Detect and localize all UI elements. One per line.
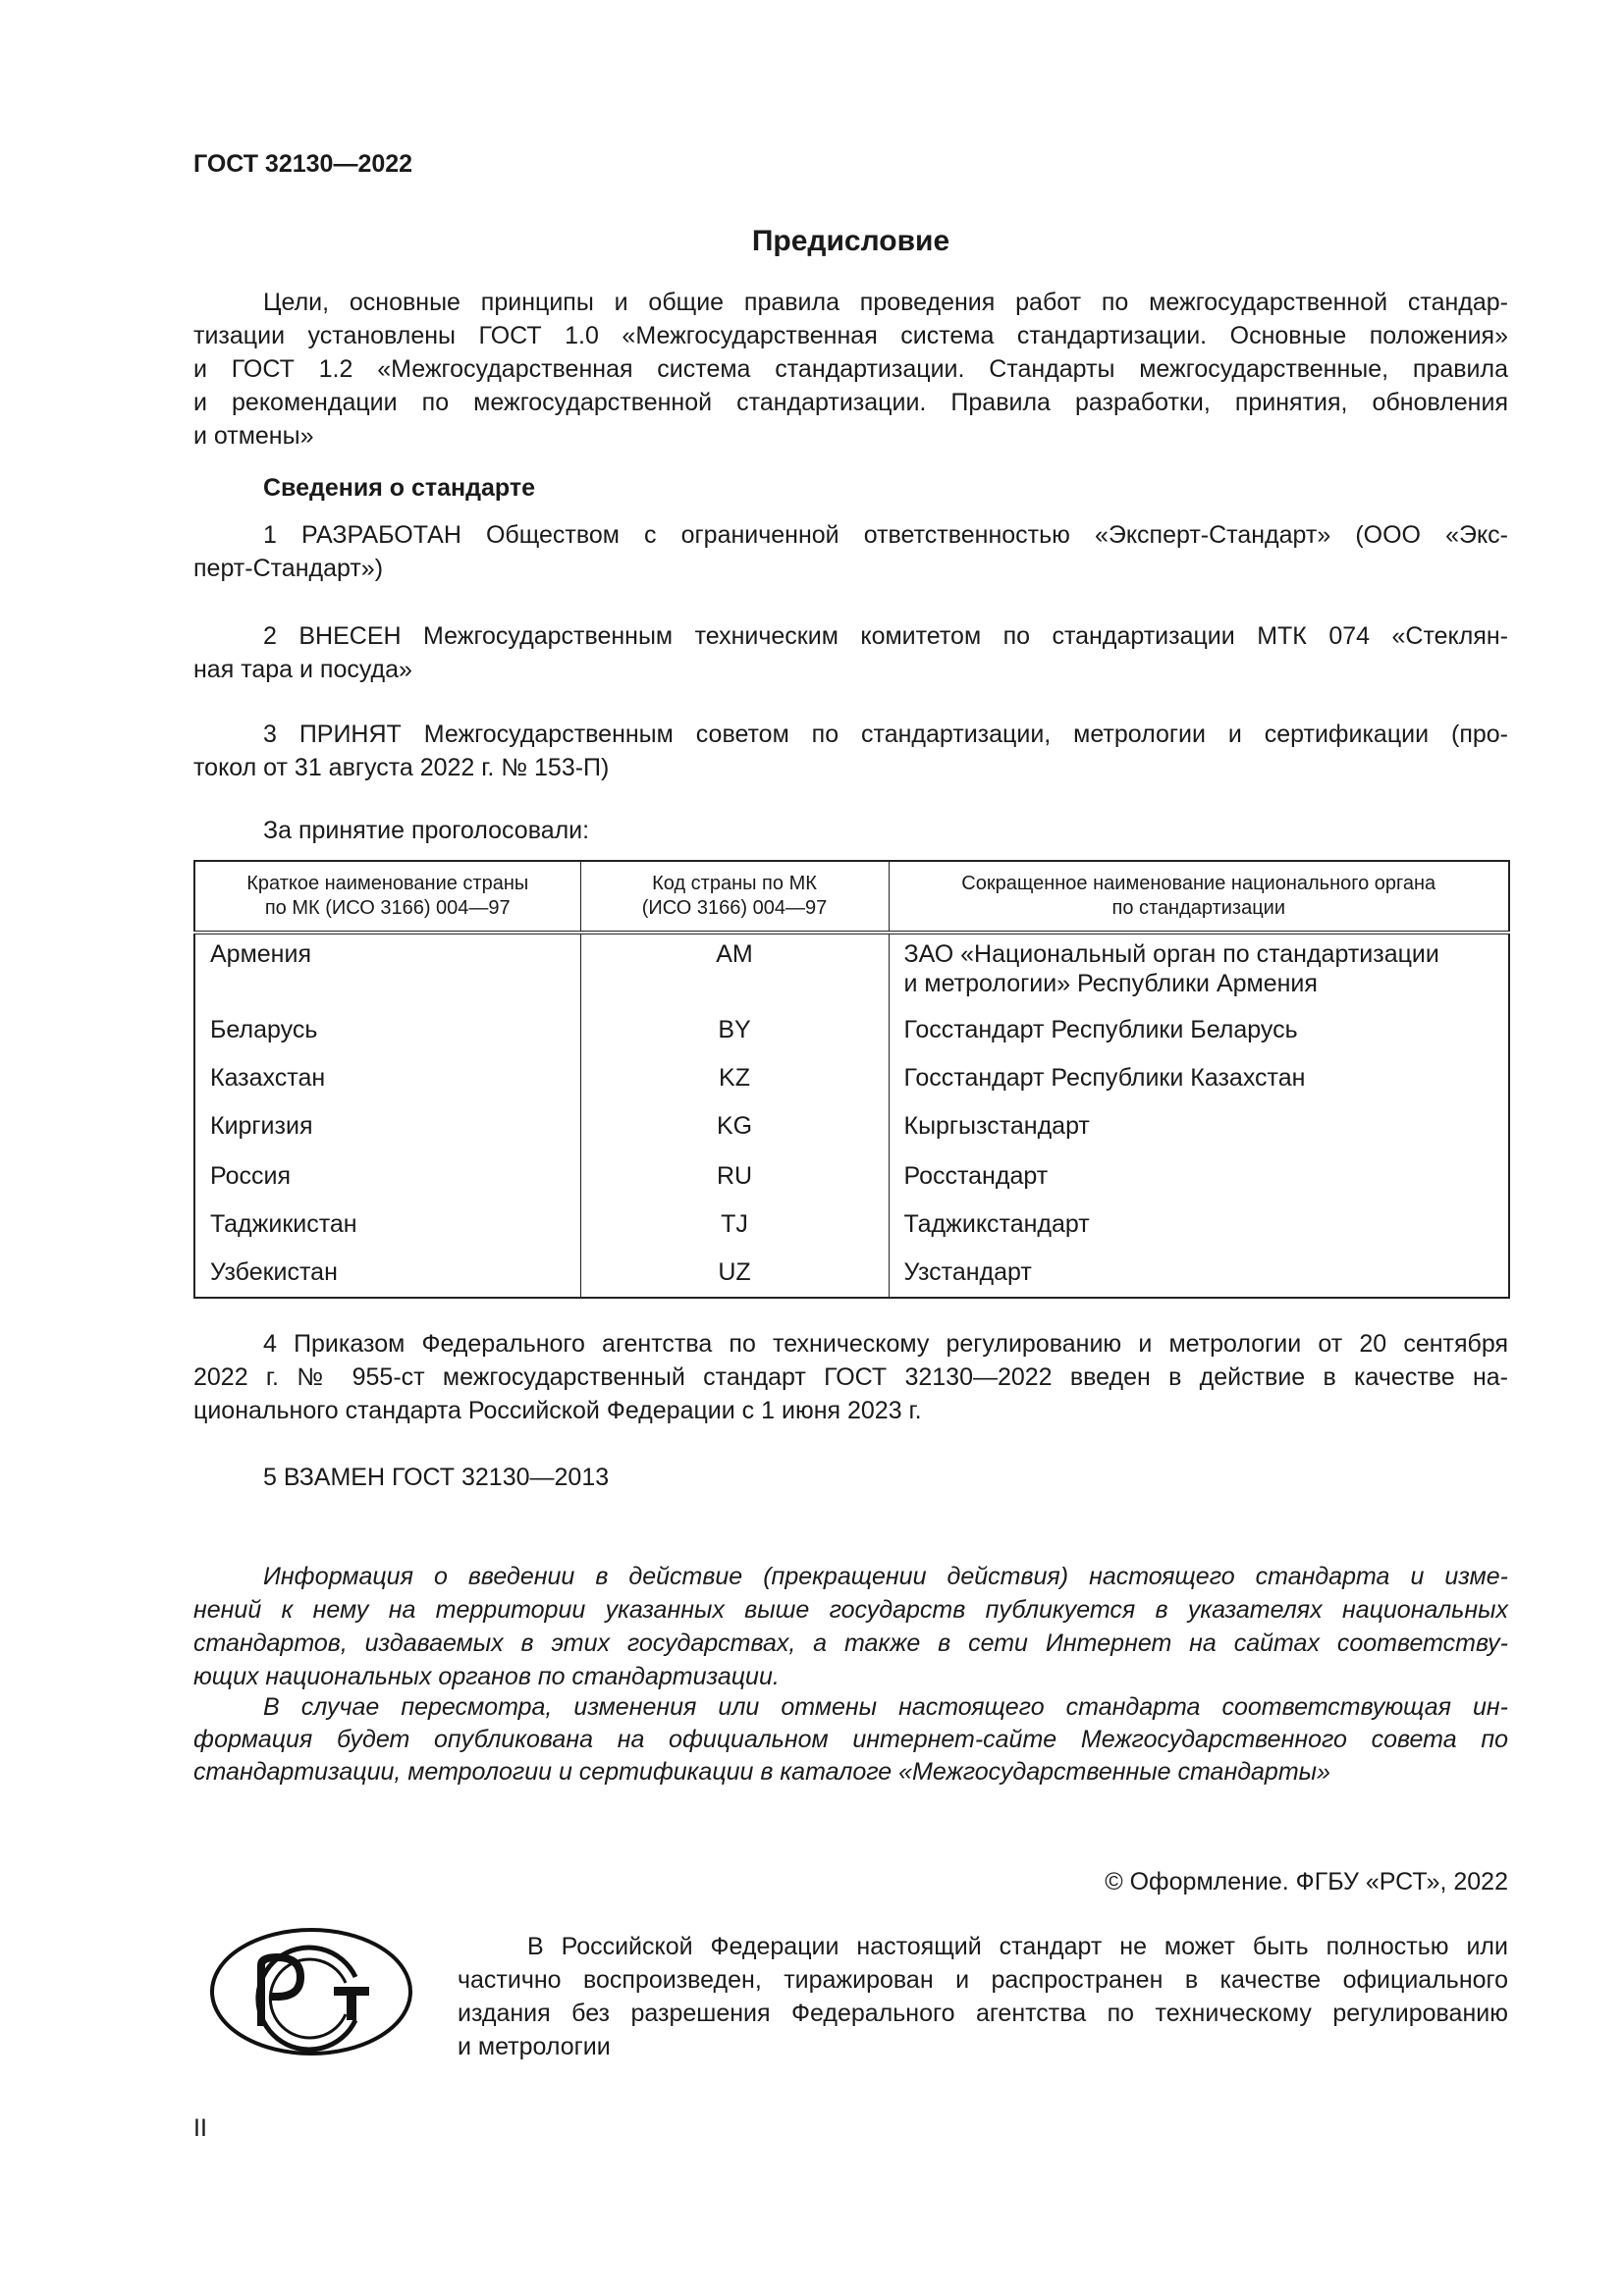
section-heading: Сведения о стандарте — [263, 474, 536, 502]
table-row — [194, 933, 1509, 1010]
voting-table — [193, 860, 1510, 1299]
cell-line: ЗАО «Национальный орган по стандартизации — [903, 940, 1439, 968]
item-introduced — [193, 619, 1508, 686]
text-line: и рекомендации по межгосударственной стандартизации. Правила разработки, принятия, обновления — [193, 389, 1508, 416]
text-line: перт-Стандарт») — [193, 555, 384, 582]
table-row — [194, 1010, 1509, 1058]
table-row — [194, 1253, 1509, 1298]
country-cell: Армения — [194, 933, 580, 1010]
code-cell: UZ — [580, 1253, 889, 1298]
code-cell: KG — [580, 1106, 889, 1156]
rights-notice — [458, 1930, 1508, 2063]
text-line: и ГОСТ 1.2 «Межгосударственная система стандартизации. Стандарты межгосударственные, правила — [193, 355, 1508, 383]
text-line: стандартов, издаваемых в этих государствах, а также в сети Интернет на сайтах соответству- — [193, 1629, 1508, 1657]
text-line: ющих национальных органов по стандартизации. — [193, 1663, 780, 1690]
table-header-row — [194, 861, 1509, 933]
text-line: Информация о введении в действие (прекращении действия) настоящего стандарта и изме- — [263, 1563, 1508, 1590]
notice-paragraph — [193, 1560, 1508, 1693]
header-line: (ИСО 3166) 004—97 — [641, 897, 828, 919]
rst-logo-icon — [208, 1926, 414, 2057]
item-developed — [193, 518, 1508, 585]
item-enacted — [193, 1327, 1508, 1427]
page-title: Предисловие — [751, 225, 950, 257]
notice-paragraph — [193, 1691, 1508, 1789]
text-line: частично воспроизведен, тиражирован и распространен в качестве официального — [458, 1966, 1508, 1994]
text-line: 3 ПРИНЯТ Межгосударственным советом по стандартизации, метрологии и сертификации (про- — [263, 721, 1508, 748]
body-cell: Кыргызстандарт — [903, 1112, 1090, 1140]
code-cell: KZ — [580, 1058, 889, 1106]
text-line: ционального стандарта Российской Федерации с 1 июня 2023 г. — [193, 1397, 922, 1424]
country-cell: Таджикистан — [194, 1204, 580, 1253]
body-cell: Госстандарт Республики Беларусь — [903, 1016, 1298, 1043]
header-body — [889, 861, 1509, 933]
text-line: 4 Приказом Федерального агентства по техническому регулированию и метрологии от 20 сентября — [263, 1330, 1508, 1358]
intro-paragraph — [193, 286, 1508, 453]
text-line: и отмены» — [193, 422, 314, 450]
header-line: по МК (ИСО 3166) 004—97 — [264, 897, 511, 919]
body-cell: Госстандарт Республики Казахстан — [903, 1064, 1306, 1092]
voted-label: За принятие проголосовали: — [263, 817, 590, 844]
table-row — [194, 1058, 1509, 1106]
copyright: © Оформление. ФГБУ «РСТ», 2022 — [1105, 1868, 1508, 1896]
text-line: В случае пересмотра, изменения или отмены настоящего стандарта соответствующая ин- — [263, 1693, 1508, 1721]
header-line: Краткое наименование страны — [246, 873, 529, 894]
cell-line: и метрологии» Республики Армения — [903, 970, 1318, 997]
body-cell: Росстандарт — [903, 1162, 1049, 1190]
item-adopted — [193, 718, 1508, 784]
code-cell: BY — [580, 1010, 889, 1058]
header-code — [580, 861, 889, 933]
country-cell: Киргизия — [194, 1106, 580, 1156]
text-line: 1 РАЗРАБОТАН Обществом с ограниченной ответственностью «Эксперт-Стандарт» (ООО «Экс- — [263, 521, 1508, 549]
body-cell — [889, 933, 1509, 1010]
text-line: стандартизации, метрологии и сертификации в каталоге «Межгосударственные стандарты» — [193, 1758, 1330, 1786]
text-line: и метрологии — [458, 2033, 611, 2060]
header-country — [194, 861, 580, 933]
table-row — [194, 1106, 1509, 1156]
country-cell: Казахстан — [194, 1058, 580, 1106]
header-line: по стандартизации — [1111, 897, 1285, 919]
code-cell: AM — [580, 933, 889, 1010]
text-line: издания без разрешения Федерального агентства по техническому регулированию — [458, 2000, 1508, 2027]
text-line: ная тара и посуда» — [193, 656, 412, 683]
country-cell: Беларусь — [194, 1010, 580, 1058]
country-cell: Узбекистан — [194, 1253, 580, 1298]
body-cell: Узстандарт — [903, 1258, 1032, 1286]
text-line: нений к нему на территории указанных выше государств публикуется в указателях национальных — [193, 1596, 1508, 1624]
document-code: ГОСТ 32130—2022 — [193, 150, 413, 178]
text-line: 2022 г. № 955-ст межгосударственный стандарт ГОСТ 32130—2022 введен в действие в качестве на- — [193, 1363, 1508, 1391]
body-cell: Таджикстандарт — [903, 1210, 1090, 1238]
header-line: Код страны по МК — [652, 873, 817, 894]
text-line: формация будет опубликована на официальном интернет-сайте Межгосударственного совета по — [193, 1726, 1508, 1753]
code-cell: RU — [580, 1156, 889, 1204]
code-cell: TJ — [580, 1204, 889, 1253]
text-line: токол от 31 августа 2022 г. № 153-П) — [193, 754, 610, 781]
text-line: 2 ВНЕСЕН Межгосударственным техническим комитетом по стандартизации МТК 074 «Стеклян- — [263, 622, 1508, 650]
country-cell: Россия — [194, 1156, 580, 1204]
item-replaces: 5 ВЗАМЕН ГОСТ 32130—2013 — [263, 1464, 610, 1491]
table-row — [194, 1204, 1509, 1253]
text-line: тизации установлены ГОСТ 1.0 «Межгосударственная система стандартизации. Основные положения» — [193, 322, 1508, 349]
page-number: II — [193, 2114, 207, 2142]
text-line: Цели, основные принципы и общие правила проведения работ по межгосударственной стандар- — [263, 289, 1508, 316]
header-line: Сокращенное наименование национального органа — [961, 873, 1436, 894]
table-row — [194, 1156, 1509, 1204]
text-line: В Российской Федерации настоящий стандарт не может быть полностью или — [527, 1933, 1508, 1960]
